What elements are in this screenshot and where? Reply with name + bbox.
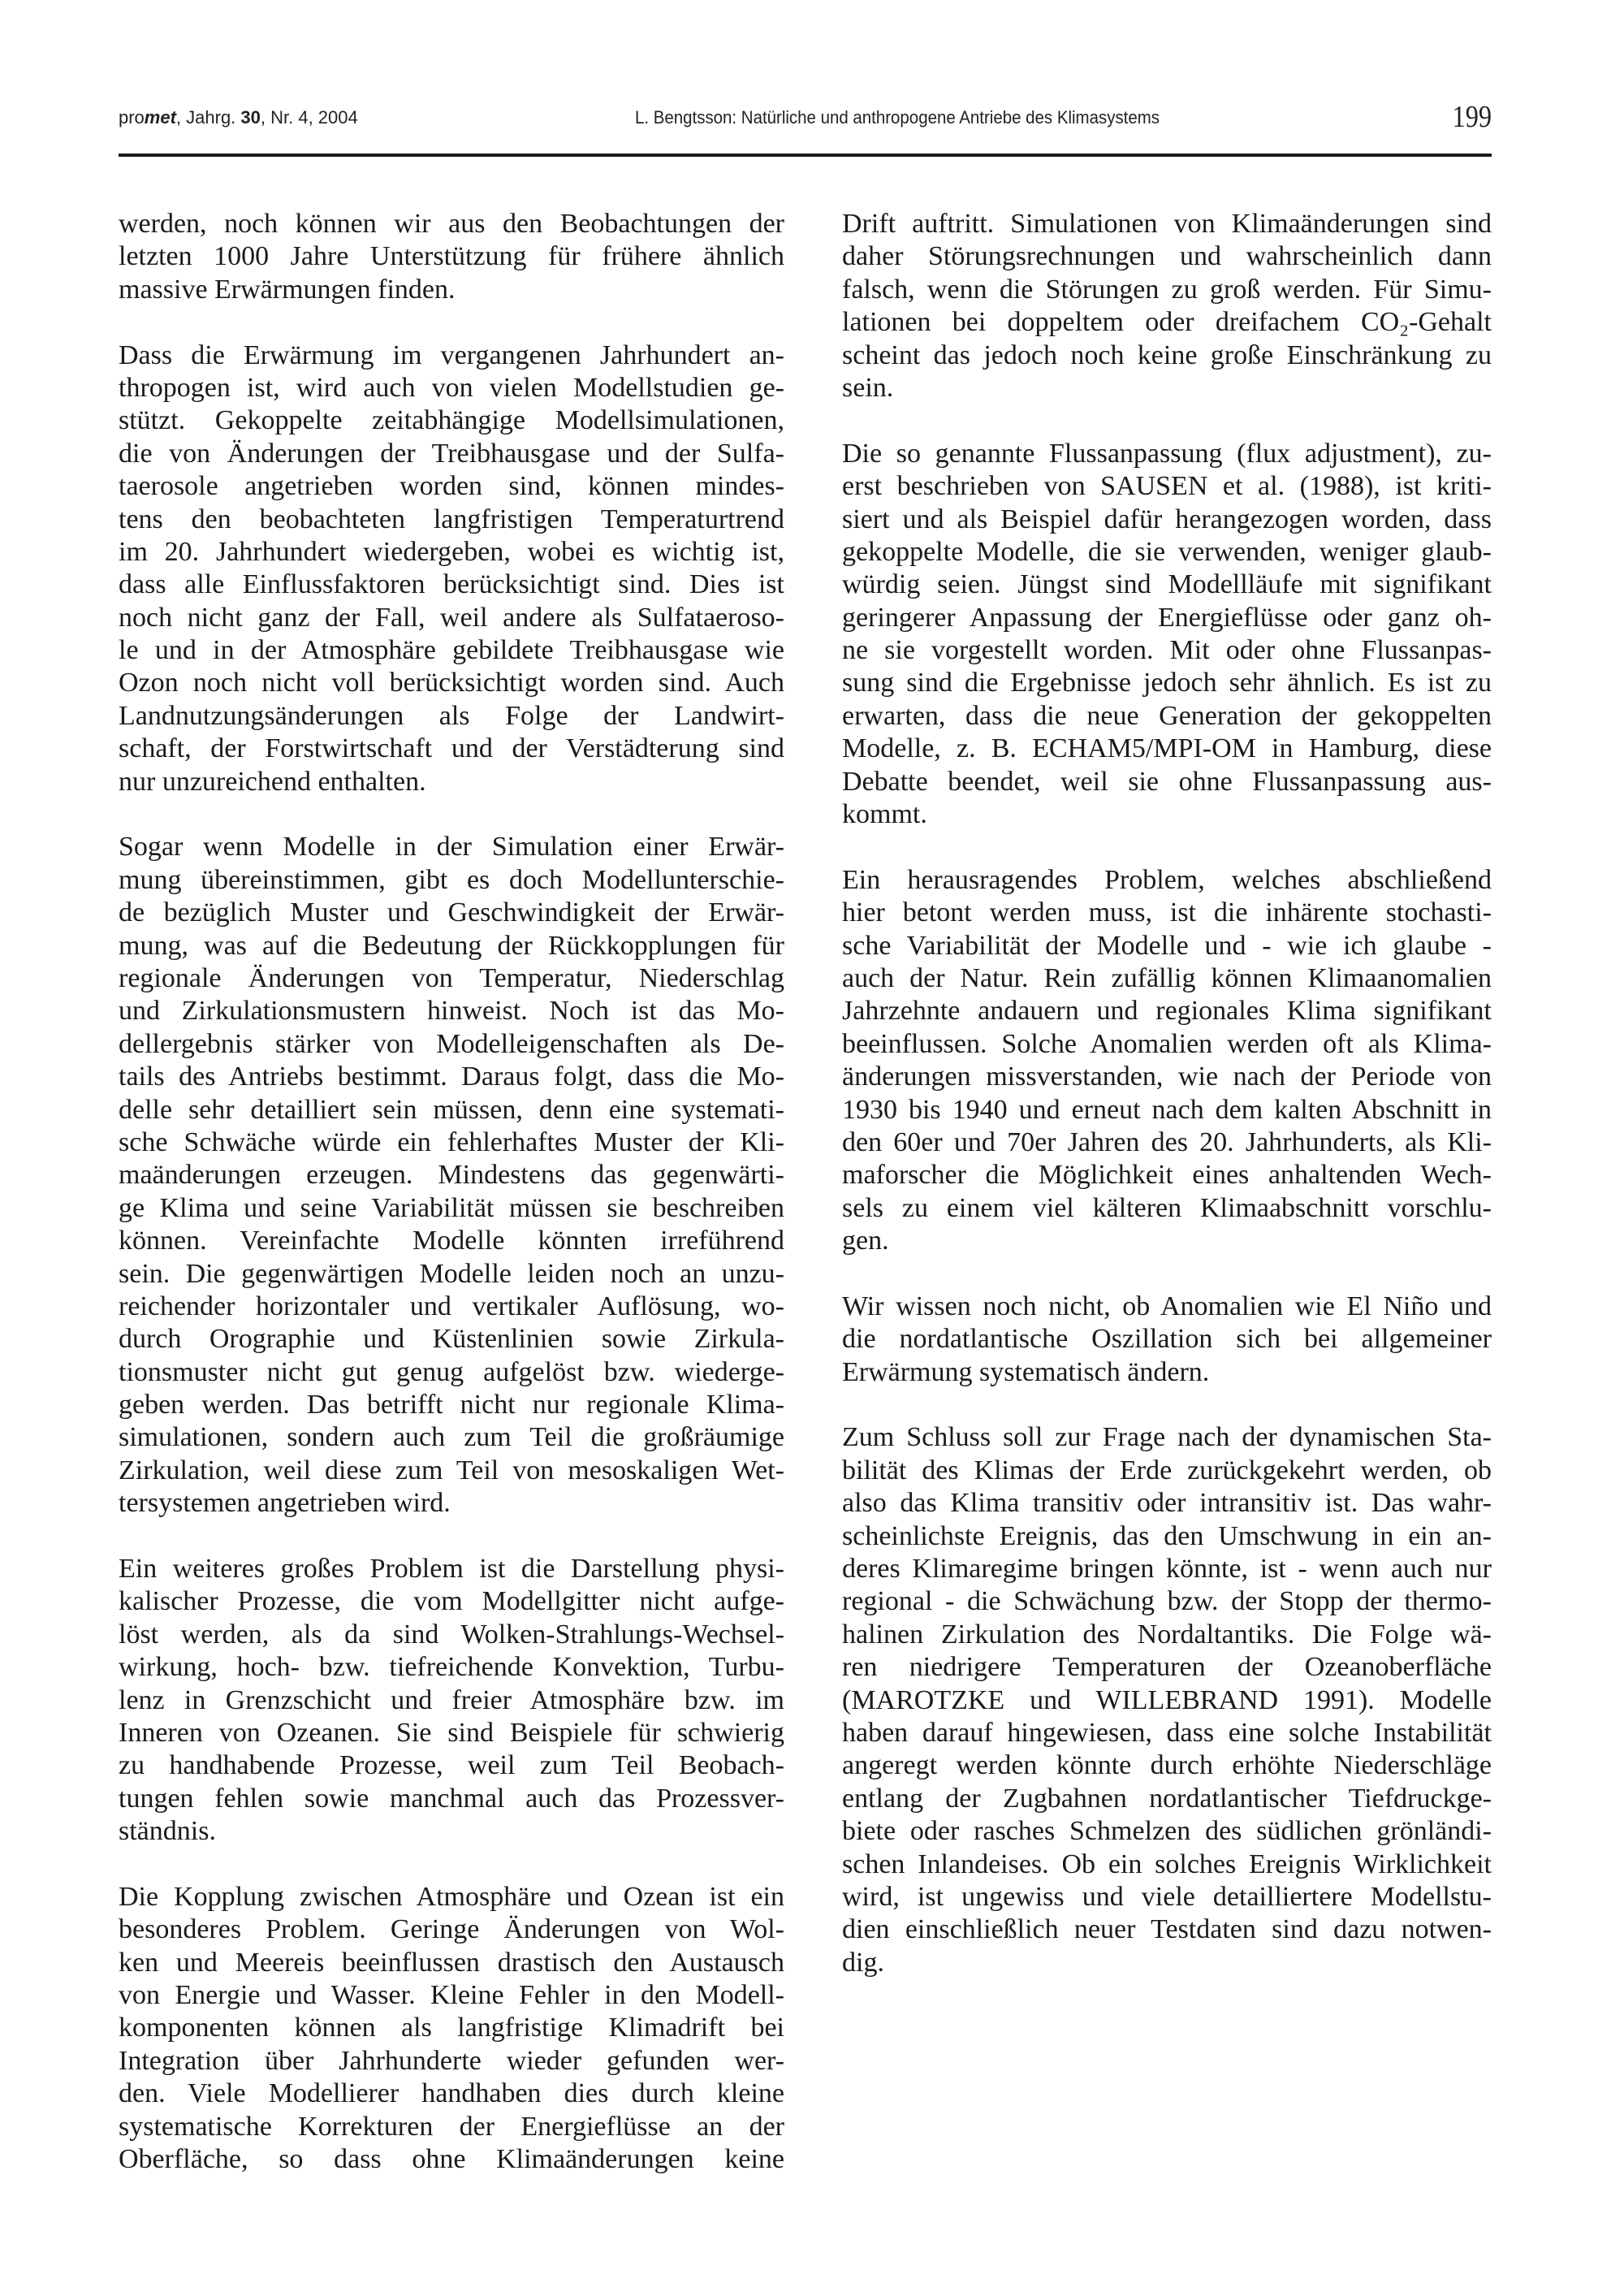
- text-line: Integration über Jahrhunderte wieder gefunden wer-: [119, 2045, 784, 2076]
- text-line: dien einschließlich neuer Testdaten sind dazu notwen-: [842, 1914, 1492, 1945]
- text-line: würdig seien. Jüngst sind Modellläufe mit signifikant: [842, 569, 1492, 600]
- paragraph: [842, 864, 1492, 1258]
- text-line: lationen bei doppeltem oder dreifachem CO₂-Gehalt: [842, 307, 1492, 338]
- text-line: sein.: [842, 372, 894, 403]
- text-line: dig.: [842, 1947, 884, 1978]
- paragraph: [842, 438, 1492, 832]
- left-column: [119, 208, 784, 2209]
- text-line: 1930 bis 1940 und erneut nach dem kalten Abschnitt in: [842, 1094, 1492, 1125]
- text-line: gekoppelte Modelle, die sie verwenden, weniger glaub-: [842, 536, 1492, 567]
- text-line: noch nicht ganz der Fall, weil andere als Sulfataeroso-: [119, 602, 784, 633]
- paragraph: [842, 1291, 1492, 1389]
- text-line: kommt.: [842, 799, 927, 830]
- text-line: die von Änderungen der Treibhausgase und der Sulfa-: [119, 438, 784, 469]
- journal-name-emphasis: met: [144, 107, 176, 128]
- text-line: letzten 1000 Jahre Unterstützung für frühere ähnlich: [119, 241, 784, 272]
- text-line: tens den beobachteten langfristigen Temperaturtrend: [119, 504, 784, 534]
- journal-year-label: , Jahrg.: [175, 107, 241, 128]
- text-line: sche Schwäche würde ein fehlerhaftes Muster der Kli-: [119, 1126, 784, 1157]
- text-line: daher Störungsrechnungen und wahrscheinlich dann: [842, 241, 1492, 272]
- text-line: und Zirkulationsmustern hinweist. Noch ist das Mo-: [119, 996, 784, 1027]
- paragraph: [119, 339, 784, 798]
- text-line: schaft, der Forstwirtschaft und der Verstädterung sind: [119, 733, 784, 764]
- paragraph: [842, 1421, 1492, 1979]
- text-line: dass alle Einflussfaktoren berücksichtigt sind. Dies ist: [119, 569, 784, 600]
- text-line: von Energie und Wasser. Kleine Fehler in den Modell-: [119, 1980, 784, 2011]
- text-line: Jahrzehnte andauern und regionales Klima signifikant: [842, 996, 1492, 1027]
- text-line: entlang der Zugbahnen nordatlantischer Tiefdruckge-: [842, 1783, 1492, 1814]
- text-line: Wir wissen noch nicht, ob Anomalien wie El Niño und: [842, 1291, 1492, 1321]
- right-column: [842, 208, 1492, 2012]
- text-line: geben werden. Das betrifft nicht nur regionale Klima-: [119, 1390, 784, 1420]
- text-line: den 60er und 70er Jahren des 20. Jahrhunderts, als Kli-: [842, 1126, 1492, 1157]
- text-line: falsch, wenn die Störungen zu groß werden. Für Simu-: [842, 274, 1492, 305]
- text-line: erwarten, dass die neue Generation der gekoppelten: [842, 700, 1492, 731]
- text-line: komponenten können als langfristige Klimadrift bei: [119, 2013, 784, 2043]
- text-line: Landnutzungsänderungen als Folge der Landwirt-: [119, 700, 784, 731]
- text-line: bilität des Klimas der Erde zurückgekehrt werden, ob: [842, 1455, 1492, 1485]
- paragraph: [119, 1881, 784, 2177]
- paragraph: [842, 208, 1492, 404]
- text-line: scheinlichste Ereignis, das den Umschwung in ein an-: [842, 1520, 1492, 1551]
- text-line: beeinflussen. Solche Anomalien werden oft als Klima-: [842, 1028, 1492, 1059]
- paragraph: [119, 1553, 784, 1848]
- text-line: dellergebnis stärker von Modelleigenschaften als De-: [119, 1028, 784, 1059]
- text-line: wird, ist ungewiss und viele detailliertere Modellstu-: [842, 1881, 1492, 1912]
- text-line: scheint das jedoch noch keine große Einschränkung zu: [842, 339, 1492, 370]
- text-line: ne sie vorgestellt worden. Mit oder ohne Flussanpas-: [842, 635, 1492, 666]
- text-line: die nordatlantische Oszillation sich bei allgemeiner: [842, 1324, 1492, 1355]
- text-line: Modelle, z. B. ECHAM5/MPI-OM in Hamburg, diese: [842, 733, 1492, 764]
- text-line: tails des Antriebs bestimmt. Daraus folgt, dass die Mo-: [119, 1062, 784, 1092]
- paragraph: [119, 831, 784, 1520]
- text-line: haben darauf hingewiesen, dass eine solche Instabilität: [842, 1717, 1492, 1748]
- text-line: systematische Korrekturen der Energieflüsse an der: [119, 2111, 784, 2142]
- text-line: besonderes Problem. Geringe Änderungen von Wol-: [119, 1914, 784, 1945]
- text-line: ständnis.: [119, 1816, 216, 1847]
- text-line: schen Inlandeises. Ob ein solches Ereignis Wirklichkeit: [842, 1848, 1492, 1879]
- text-line: wirkung, hoch- bzw. tiefreichende Konvektion, Turbu-: [119, 1652, 784, 1683]
- journal-citation: [119, 107, 358, 128]
- text-line: ren niedrigere Temperaturen der Ozeanoberfläche: [842, 1652, 1492, 1683]
- text-line: können. Vereinfachte Modelle könnten irreführend: [119, 1226, 784, 1256]
- text-line: simulationen, sondern auch zum Teil die großräumige: [119, 1422, 784, 1453]
- text-line: hier betont werden muss, ist die inhärente stochasti-: [842, 897, 1492, 928]
- text-line: Zum Schluss soll zur Frage nach der dynamischen Sta-: [842, 1422, 1492, 1453]
- text-line: änderungen missverstanden, wie nach der Periode von: [842, 1062, 1492, 1092]
- text-line: reichender horizontaler und vertikaler Auflösung, wo-: [119, 1291, 784, 1321]
- text-line: sung sind die Ergebnisse jedoch sehr ähnlich. Es ist zu: [842, 668, 1492, 698]
- text-line: tersystemen angetrieben wird.: [119, 1488, 451, 1519]
- text-line: Oberfläche, so dass ohne Klimaänderungen keine: [119, 2144, 784, 2175]
- text-line: Erwärmung systematisch ändern.: [842, 1356, 1210, 1387]
- text-line: sche Variabilität der Modelle und - wie ich glaube -: [842, 930, 1492, 961]
- text-line: kalischer Prozesse, die vom Modellgitter nicht aufge-: [119, 1586, 784, 1617]
- text-line: lenz in Grenzschicht und freier Atmosphäre bzw. im: [119, 1684, 784, 1715]
- paragraph: [119, 208, 784, 306]
- text-line: Ozon noch nicht voll berücksichtigt worden sind. Auch: [119, 668, 784, 698]
- text-line: thropogen ist, wird auch von vielen Modellstudien ge-: [119, 372, 784, 403]
- text-line: mung übereinstimmen, gibt es doch Modellunterschie-: [119, 864, 784, 895]
- text-line: geringerer Anpassung der Energieflüsse oder ganz oh-: [842, 602, 1492, 633]
- running-title: L. Bengtsson: Natürliche und anthropogene Antriebe des Klimasystems: [635, 107, 1160, 128]
- text-line: erst beschrieben von SAUSEN et al. (1988), ist kriti-: [842, 471, 1492, 502]
- text-line: maforscher die Möglichkeit eines anhaltenden Wech-: [842, 1160, 1492, 1191]
- text-line: regionale Änderungen von Temperatur, Niederschlag: [119, 962, 784, 993]
- text-line: Ein weiteres großes Problem ist die Darstellung physi-: [119, 1554, 784, 1585]
- page-number: 199: [1452, 100, 1492, 134]
- text-line: massive Erwärmungen finden.: [119, 274, 456, 305]
- text-line: Die Kopplung zwischen Atmosphäre und Ozean ist ein: [119, 1881, 784, 1912]
- text-line: de bezüglich Muster und Geschwindigkeit der Erwär-: [119, 897, 784, 928]
- text-line: angeregt werden könnte durch erhöhte Niederschläge: [842, 1750, 1492, 1781]
- text-line: taerosole angetrieben worden sind, können mindes-: [119, 471, 784, 502]
- text-line: zu handhabende Prozesse, weil zum Teil Beobach-: [119, 1750, 784, 1781]
- text-line: siert und als Beispiel dafür herangezogen worden, dass: [842, 504, 1492, 534]
- text-line: auch der Natur. Rein zufällig können Klimaanomalien: [842, 962, 1492, 993]
- text-line: Inneren von Ozeanen. Sie sind Beispiele für schwierig: [119, 1717, 784, 1748]
- text-line: durch Orographie und Küstenlinien sowie Zirkula-: [119, 1324, 784, 1355]
- text-line: Dass die Erwärmung im vergangenen Jahrhundert an-: [119, 339, 784, 370]
- text-line: regional - die Schwächung bzw. der Stopp der thermo-: [842, 1586, 1492, 1617]
- text-line: Ein herausragendes Problem, welches abschließend: [842, 864, 1492, 895]
- text-line: werden, noch können wir aus den Beobachtungen der: [119, 209, 784, 239]
- text-line: nur unzureichend enthalten.: [119, 766, 426, 797]
- text-line: ken und Meereis beeinflussen drastisch den Austausch: [119, 1947, 784, 1978]
- text-line: löst werden, als da sind Wolken-Strahlungs-Wechsel-: [119, 1619, 784, 1650]
- text-line: biete oder rasches Schmelzen des südlichen grönländi-: [842, 1816, 1492, 1847]
- text-line: im 20. Jahrhundert wiedergeben, wobei es wichtig ist,: [119, 536, 784, 567]
- text-line: Die so genannte Flussanpassung (flux adjustment), zu-: [842, 438, 1492, 469]
- text-line: Zirkulation, weil diese zum Teil von mesoskaligen Wet-: [119, 1455, 784, 1485]
- text-line: gen.: [842, 1226, 889, 1256]
- text-line: sels zu einem viel kälteren Klimaabschnitt vorschlu-: [842, 1192, 1492, 1223]
- text-line: Debatte beendet, weil sie ohne Flussanpassung aus-: [842, 766, 1492, 797]
- text-line: den. Viele Modellierer handhaben dies durch kleine: [119, 2078, 784, 2109]
- text-line: deres Klimaregime bringen könnte, ist - wenn auch nur: [842, 1554, 1492, 1585]
- journal-volume: 30: [240, 107, 261, 128]
- text-line: Drift auftritt. Simulationen von Klimaänderungen sind: [842, 209, 1492, 239]
- text-line: sein. Die gegenwärtigen Modelle leiden noch an unzu-: [119, 1258, 784, 1289]
- text-line: le und in der Atmosphäre gebildete Treibhausgase wie: [119, 635, 784, 666]
- text-line: maänderungen erzeugen. Mindestens das gegenwärti-: [119, 1160, 784, 1191]
- header-rule: [119, 153, 1492, 157]
- text-line: (MAROTZKE und WILLEBRAND 1991). Modelle: [842, 1684, 1492, 1715]
- journal-issue: , Nr. 4, 2004: [260, 107, 358, 128]
- text-line: halinen Zirkulation des Nordaltantiks. Die Folge wä-: [842, 1619, 1492, 1650]
- text-line: delle sehr detailliert sein müssen, denn eine systemati-: [119, 1094, 784, 1125]
- text-line: tungen fehlen sowie manchmal auch das Prozessver-: [119, 1783, 784, 1814]
- journal-name-prefix: pro: [119, 107, 145, 128]
- text-line: mung, was auf die Bedeutung der Rückkopplungen für: [119, 930, 784, 961]
- text-line: stützt. Gekoppelte zeitabhängige Modellsimulationen,: [119, 405, 784, 436]
- text-line: also das Klima transitiv oder intransitiv ist. Das wahr-: [842, 1488, 1492, 1519]
- text-line: Sogar wenn Modelle in der Simulation einer Erwär-: [119, 832, 784, 863]
- text-line: tionsmuster nicht gut genug aufgelöst bzw. wiederge-: [119, 1356, 784, 1387]
- text-line: ge Klima und seine Variabilität müssen sie beschreiben: [119, 1192, 784, 1223]
